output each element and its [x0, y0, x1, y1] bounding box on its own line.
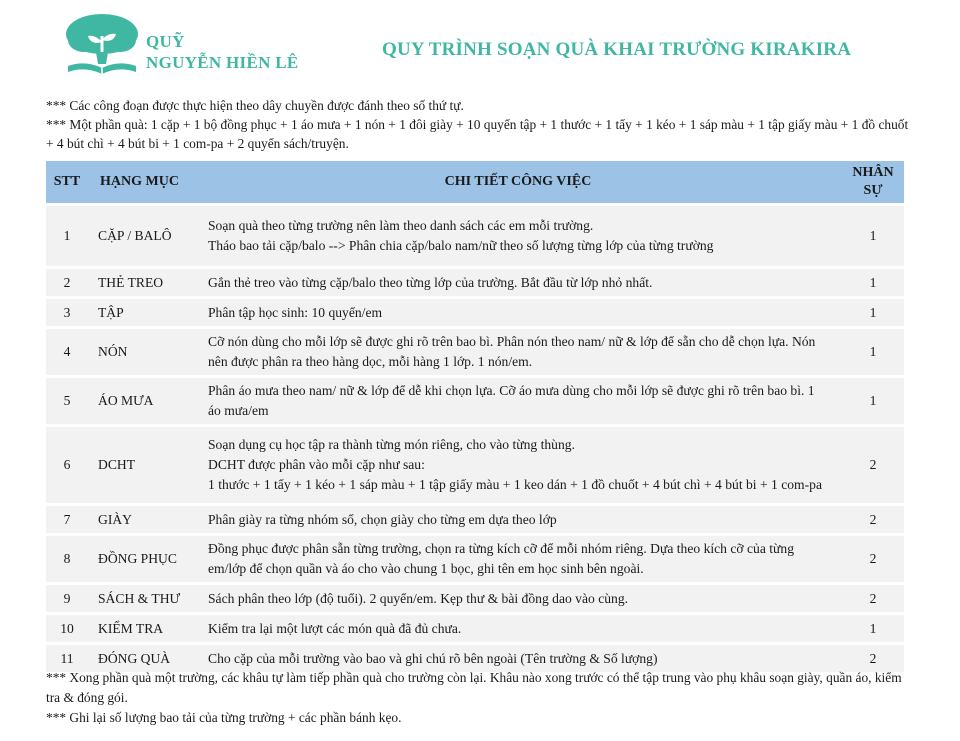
brand-name-line2: NGUYỄN HIỀN LÊ: [146, 53, 299, 72]
cell-item: ÁO MƯA: [88, 378, 200, 424]
cell-stt: 9: [46, 585, 88, 612]
cell-detail: [200, 329, 842, 375]
page-header: [0, 0, 960, 92]
cell-staff: 1: [842, 378, 904, 424]
detail-line: Phân tập học sinh: 10 quyển/em: [208, 304, 383, 320]
detail-line: Soạn dụng cụ học tập ra thành từng món riêng, cho vào từng thùng.: [208, 437, 575, 452]
note-top-1: *** Các công đoạn được thực hiện theo dây chuyền được đánh theo số thứ tự.: [46, 98, 464, 113]
detail-line: Sách phân theo lớp (độ tuổi). 2 quyển/em. Kẹp thư & bài đồng dao vào cùng.: [208, 590, 629, 606]
cell-item: GIÀY: [88, 506, 200, 533]
detail-line: Cho cặp của mỗi trường vào bao và ghi chú rõ bên ngoài (Tên trường & Số lượng): [208, 650, 658, 666]
cell-item: DCHT: [88, 427, 200, 503]
header-stt: STT: [46, 161, 88, 203]
cell-stt: 1: [46, 206, 88, 266]
cell-item: NÓN: [88, 329, 200, 375]
detail-line: DCHT được phân vào mỗi cặp như sau:: [208, 457, 425, 472]
cell-stt: 7: [46, 506, 88, 533]
note-bottom-2: *** Ghi lại số lượng bao tải của từng trường + các phần bánh kẹo.: [46, 710, 402, 725]
detail-line: Phân áo mưa theo nam/ nữ & lớp để dễ khi chọn lựa. Cỡ áo mưa dùng cho mỗi lớp sẽ được ghi rõ trên bao bì. 1 áo mưa/em: [208, 383, 815, 418]
table-row: [46, 585, 904, 612]
header-item: HẠNG MỤC: [88, 161, 200, 203]
brand-name: [146, 31, 299, 73]
cell-detail: [200, 585, 842, 612]
cell-item: ĐÓNG QUÀ: [88, 645, 200, 672]
brand-logo: [62, 12, 302, 82]
cell-stt: 6: [46, 427, 88, 503]
header-staff-line1: NHÂN: [852, 165, 894, 180]
cell-staff: 2: [842, 536, 904, 582]
cell-stt: 10: [46, 615, 88, 642]
detail-line: Gắn thẻ treo vào từng cặp/balo theo từng lớp của trường. Bắt đầu từ lớp nhỏ nhất.: [208, 274, 653, 290]
header-staff-line2: SỰ: [863, 183, 883, 198]
detail-line: Cỡ nón dùng cho mỗi lớp sẽ được ghi rõ trên bao bì. Phân nón theo nam/ nữ & lớp để sẵn cho dễ chọn lựa. Nón nên được phân ra theo hàng dọc, mỗi hàng 1 lớp. 1 nón/em.: [208, 334, 816, 369]
cell-stt: 5: [46, 378, 88, 424]
document-title: QUY TRÌNH SOẠN QUÀ KHAI TRƯỜNG KIRAKIRA: [382, 39, 852, 60]
table-header-row: [46, 161, 904, 203]
cell-stt: 3: [46, 299, 88, 326]
header-staff: [842, 161, 904, 203]
cell-staff: 2: [842, 645, 904, 672]
cell-item: CẶP / BALÔ: [88, 206, 200, 266]
detail-line: Kiểm tra lại một lượt các món quà đã đủ chưa.: [208, 620, 462, 636]
cell-staff: 2: [842, 585, 904, 612]
cell-item: SÁCH & THƯ: [88, 585, 200, 612]
cell-staff: 1: [842, 206, 904, 266]
cell-staff: 2: [842, 427, 904, 503]
cell-staff: 1: [842, 299, 904, 326]
table-row: [46, 269, 904, 296]
cell-staff: 2: [842, 506, 904, 533]
note-top-2: *** Một phần quà: 1 cặp + 1 bộ đồng phục + 1 áo mưa + 1 nón + 1 đôi giày + 10 quyển tập + 1 thước + 1 tẩy + 1 kéo + 1 sáp màu + 1 tập giấy màu + 1 đồ chuốt + 4 bút chì + 4 bút bi + 1 com-pa + 2 quyển sách/truyện.: [46, 117, 909, 151]
table-row: [46, 329, 904, 375]
note-bottom-1: *** Xong phần quà một trường, các khâu tự làm tiếp phần quà cho trường còn lại. Khâu nào xong trước có thể tập trung vào phụ khâu soạn giày, quần áo, kiểm tra & đóng gói.: [46, 670, 902, 705]
cell-stt: 2: [46, 269, 88, 296]
cell-item: KIỂM TRA: [88, 615, 200, 642]
notes-bottom: [46, 668, 916, 728]
cell-detail: [200, 427, 842, 503]
notes-top: [46, 96, 916, 153]
tree-book-icon: [62, 12, 142, 78]
cell-item: THẺ TREO: [88, 269, 200, 296]
cell-detail: [200, 536, 842, 582]
cell-detail: [200, 378, 842, 424]
table-row: [46, 378, 904, 424]
detail-line: Tháo bao tải cặp/balo --> Phân chia cặp/balo nam/nữ theo số lượng từng lớp của từng trường: [208, 238, 714, 253]
cell-staff: 1: [842, 269, 904, 296]
table-body: [46, 206, 904, 672]
table-row: [46, 427, 904, 503]
table-row: [46, 206, 904, 266]
process-table: [46, 158, 904, 675]
cell-item: TẬP: [88, 299, 200, 326]
detail-line: Soạn quà theo từng trường nên làm theo danh sách các em mỗi trường.: [208, 218, 594, 233]
cell-detail: [200, 615, 842, 642]
cell-detail: [200, 506, 842, 533]
cell-stt: 4: [46, 329, 88, 375]
cell-item: ĐỒNG PHỤC: [88, 536, 200, 582]
cell-staff: 1: [842, 615, 904, 642]
header-detail: CHI TIẾT CÔNG VIỆC: [200, 161, 842, 203]
cell-detail: [200, 299, 842, 326]
table-row: [46, 506, 904, 533]
detail-line: Phân giày ra từng nhóm số, chọn giày cho từng em dựa theo lớp: [208, 511, 557, 527]
table-row: [46, 299, 904, 326]
cell-detail: [200, 206, 842, 266]
table-row: [46, 536, 904, 582]
table-row: [46, 615, 904, 642]
cell-detail: [200, 269, 842, 296]
detail-line: Đồng phục được phân sẵn từng trường, chọn ra từng kích cỡ để mỗi nhóm riêng. Dựa theo kích cỡ của từng em/lớp để chọn quần và áo cho vào chung 1 bọc, ghi tên em học sinh bên ngoài.: [208, 541, 794, 576]
detail-line: 1 thước + 1 tẩy + 1 kéo + 1 sáp màu + 1 tập giấy màu + 1 keo dán + 1 đồ chuốt + 4 bút chì + 4 bút bi + 1 com-pa: [208, 477, 822, 492]
cell-stt: 8: [46, 536, 88, 582]
cell-staff: 1: [842, 329, 904, 375]
brand-name-line1: QUỸ: [146, 32, 185, 51]
cell-stt: 11: [46, 645, 88, 672]
